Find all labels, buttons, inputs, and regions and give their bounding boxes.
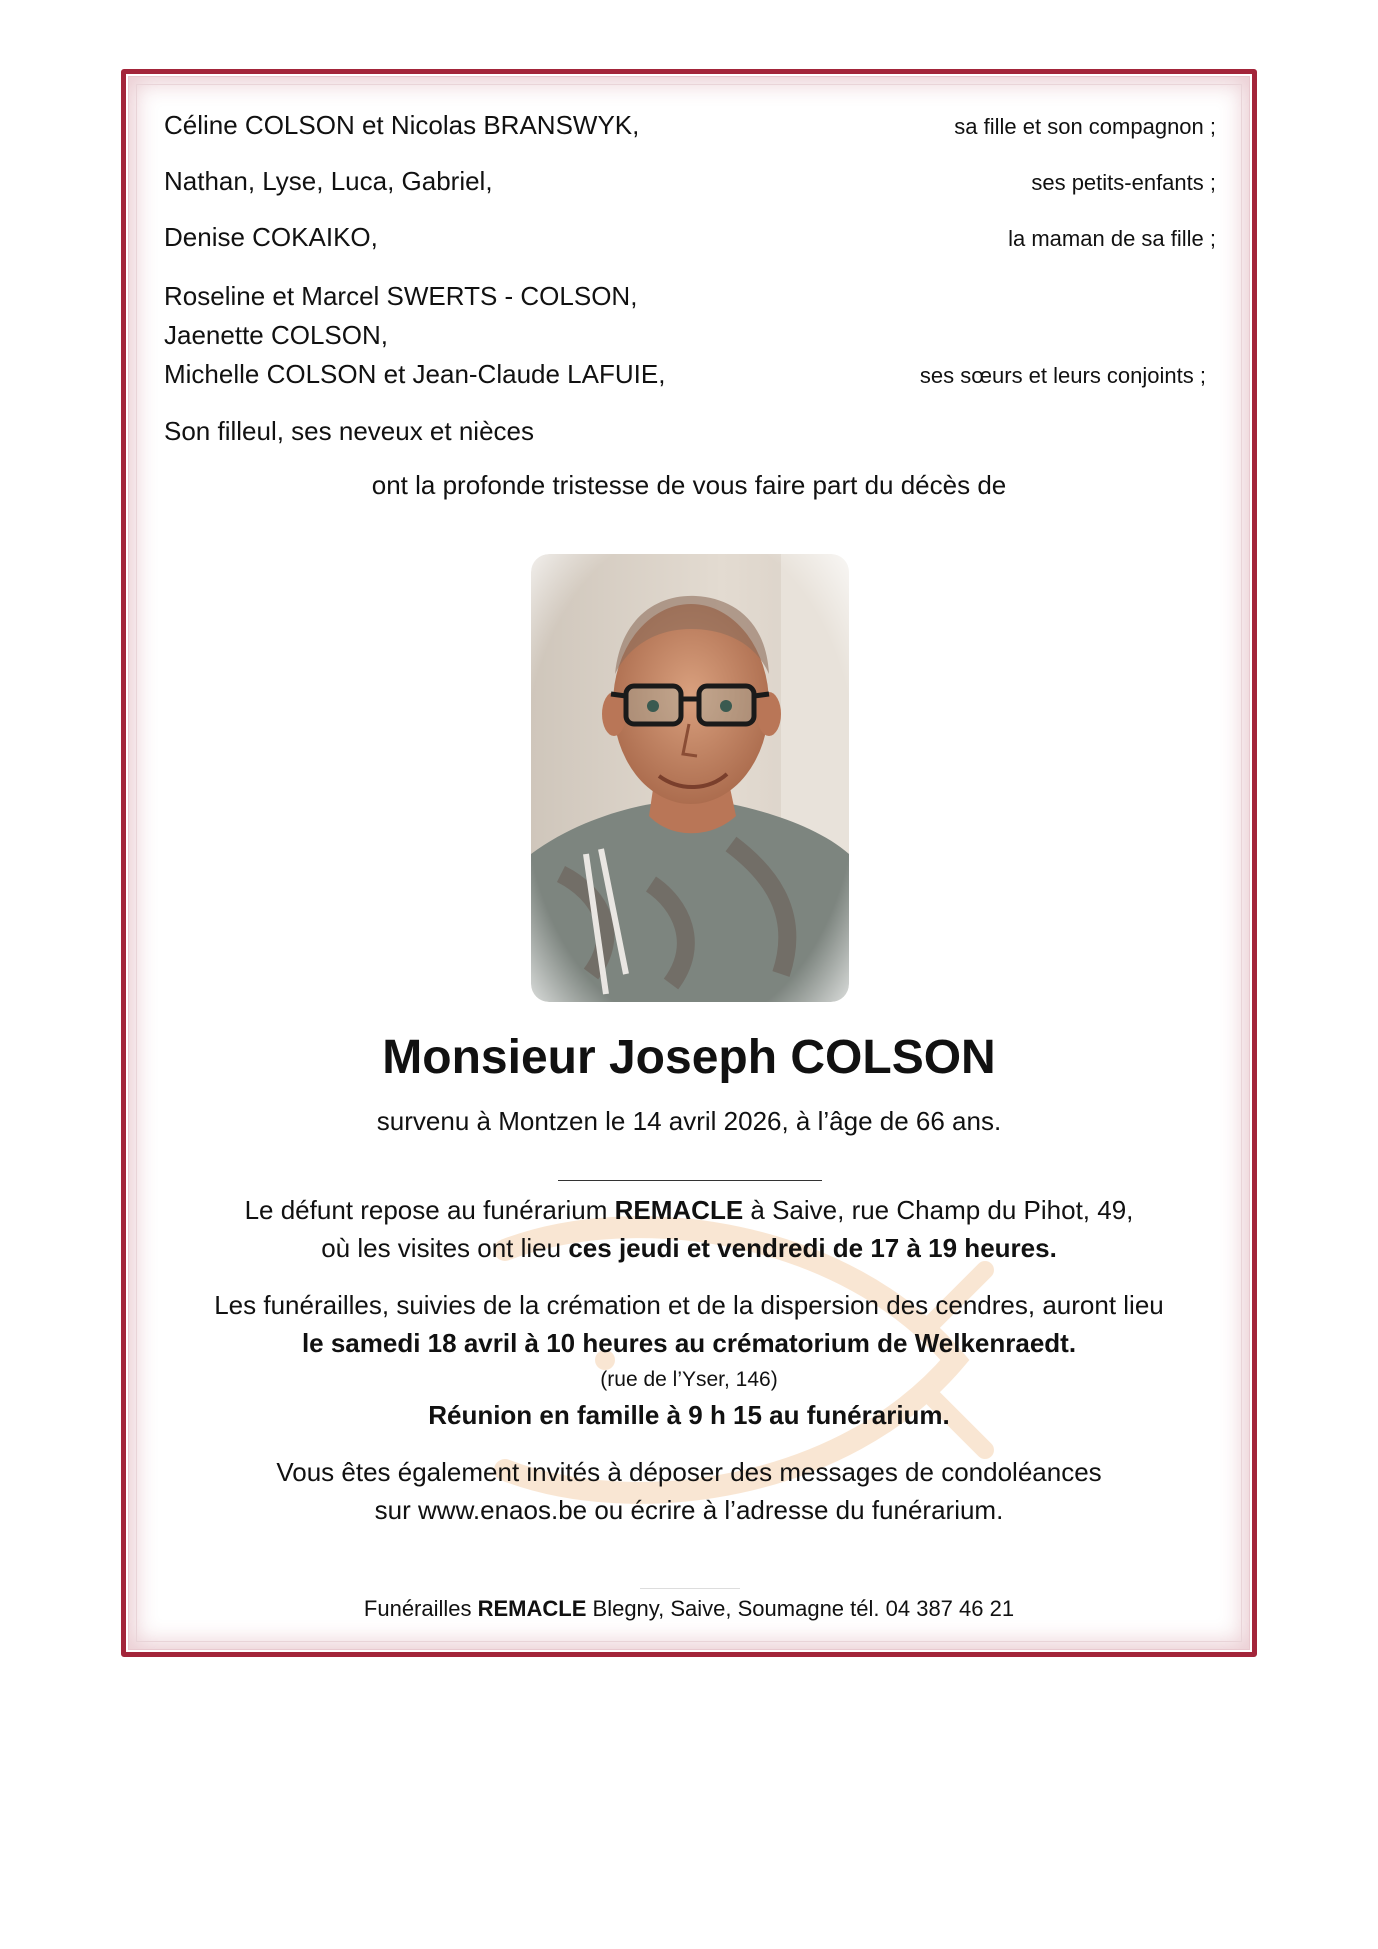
- funeral-line-1: Les funérailles, suivies de la crémation et de la dispersion des cendres, auront lieu: [214, 1290, 1164, 1320]
- deceased-name: Monsieur Joseph COLSON: [382, 1031, 996, 1084]
- visitation-address: à Saive, rue Champ du Pihot, 49,: [743, 1195, 1134, 1225]
- deceased-details: survenu à Montzen le 14 avril 2026, à l’âge de 66 ans.: [376, 1106, 1002, 1136]
- funeral-line-4: Réunion en famille à 9 h 15 au funérarium.: [428, 1400, 950, 1430]
- portrait-photo: [531, 554, 849, 1002]
- sibling-name: Jaenette COLSON,: [164, 320, 388, 350]
- divider: [558, 1180, 822, 1181]
- footer-company: REMACLE: [477, 1596, 587, 1621]
- visitation-line-1: [121, 1193, 1257, 1227]
- footer: [121, 1594, 1257, 1624]
- family-name: Nathan, Lyse, Luca, Gabriel,: [164, 166, 493, 196]
- visitation-text: Le défunt repose au funérarium: [244, 1195, 615, 1225]
- funeral-line-2: le samedi 18 avril à 10 heures au crématorium de Welkenraedt.: [301, 1328, 1077, 1358]
- family-name: Céline COLSON et Nicolas BRANSWYK,: [164, 110, 640, 140]
- footer-divider: [640, 1588, 740, 1589]
- visitation-hours: ces jeudi et vendredi de 17 à 19 heures.: [568, 1233, 1057, 1263]
- sibling-name: Michelle COLSON et Jean-Claude LAFUIE,: [164, 359, 666, 389]
- family-relation: ses petits-enfants ;: [1031, 170, 1216, 195]
- sibling-name: Roseline et Marcel SWERTS - COLSON,: [164, 281, 638, 311]
- visitation-text: où les visites ont lieu: [321, 1233, 569, 1263]
- funeral-home-name: REMACLE: [614, 1195, 744, 1225]
- visitation-line-2: [121, 1231, 1257, 1265]
- family-relation: sa fille et son compagnon ;: [954, 114, 1216, 139]
- family-name: Denise COKAIKO,: [164, 222, 378, 252]
- footer-text: Funérailles: [363, 1596, 478, 1621]
- announcement: ont la profonde tristesse de vous faire part du décès de: [371, 470, 1007, 500]
- family-relation: la maman de sa fille ;: [1008, 226, 1216, 251]
- siblings-relation: ses sœurs et leurs conjoints ;: [919, 363, 1206, 388]
- condolences-line-2: sur www.enaos.be ou écrire à l’adresse du funérarium.: [374, 1495, 1004, 1525]
- others-text: Son filleul, ses neveux et nièces: [164, 416, 534, 446]
- footer-contact: Blegny, Saive, Soumagne tél. 04 387 46 21: [586, 1596, 1015, 1621]
- funeral-line-3: (rue de l’Yser, 146): [600, 1368, 778, 1391]
- condolences-line-1: Vous êtes également invités à déposer des messages de condoléances: [276, 1457, 1102, 1487]
